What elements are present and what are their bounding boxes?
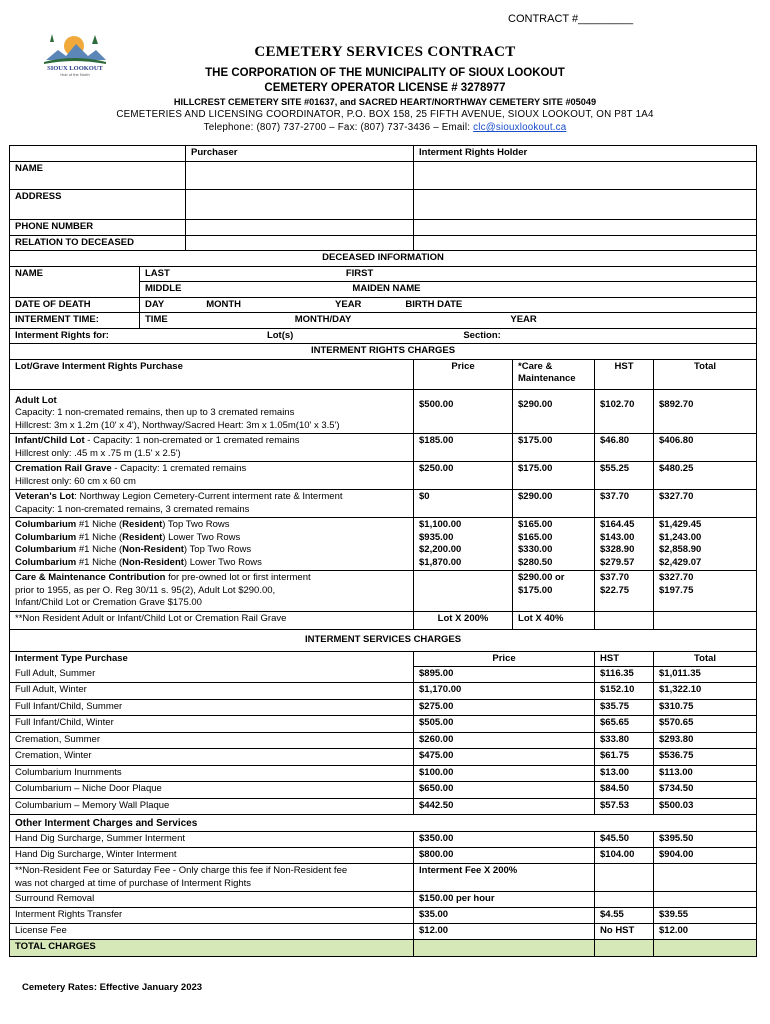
contact-line <box>0 122 770 133</box>
service-row-name: Cremation, Winter <box>10 748 414 765</box>
purchaser-address-field[interactable] <box>186 190 414 220</box>
tail-row-name: Interment Rights Transfer <box>10 908 414 924</box>
contract-number: CONTRACT #_________ <box>508 13 634 25</box>
infant-lot-row <box>10 434 414 462</box>
service-row-price: $505.00 <box>414 715 595 732</box>
rights-col-total: Total <box>654 359 757 389</box>
rights-col-price: Price <box>414 359 513 389</box>
service-row-name: Cremation, Summer <box>10 732 414 748</box>
cemetery-sites: HILLCREST CEMETERY SITE #01637, and SACRED HEART/NORTHWAY CEMETERY SITE #05049 <box>173 97 597 107</box>
operator-license: CEMETERY OPERATOR LICENSE # 3278977 <box>264 82 506 94</box>
birth-date-label: BIRTH DATE <box>405 298 463 310</box>
service-row-total: $293.80 <box>654 732 757 748</box>
adult-lot-care: $290.00 <box>513 389 595 434</box>
other-row-total: $395.50 <box>654 832 757 848</box>
tail-row-price: $150.00 per hour <box>414 892 595 908</box>
non-resident-fee-row: **Non-Resident Fee or Saturday Fee - Only charge this fee if Non-Resident fee was not charged at time of purchase of Interment Rights <box>10 864 414 892</box>
relation-label: RELATION TO DECEASED <box>10 235 186 251</box>
services-col-hst: HST <box>595 651 654 667</box>
tail-row-hst: No HST <box>595 924 654 940</box>
cremation-rail-desc2: Hillcrest only: 60 cm x 60 cm <box>15 475 136 487</box>
holder-relation-field[interactable] <box>414 235 757 251</box>
services-col-price: Price <box>414 651 595 667</box>
non-resident-lot-label: **Non Resident Adult or Infant/Child Lot or Cremation Rail Grave <box>10 611 414 629</box>
service-row-price: $1,170.00 <box>414 682 595 699</box>
maiden-label: MAIDEN NAME <box>352 283 421 294</box>
section-label: Section: <box>463 329 501 341</box>
total-charges-total[interactable] <box>654 940 757 957</box>
service-row-price: $275.00 <box>414 699 595 715</box>
non-resident-fee-hst <box>595 864 654 892</box>
rights-charges-heading: INTERMENT RIGHTS CHARGES <box>10 344 757 360</box>
interment-time-field[interactable] <box>140 313 757 329</box>
interment-time-label: INTERMENT TIME: <box>10 313 140 329</box>
adult-lot-price: $500.00 <box>414 389 513 434</box>
last-label: LAST <box>145 267 170 279</box>
veteran-lot-total: $327.70 <box>654 490 757 518</box>
other-row-total: $904.00 <box>654 848 757 864</box>
infant-lot-total: $406.80 <box>654 434 757 462</box>
other-row-hst: $104.00 <box>595 848 654 864</box>
tail-row-price: $12.00 <box>414 924 595 940</box>
logo-subtext: Hub of the North <box>60 72 90 77</box>
service-row-name: Full Adult, Summer <box>10 667 414 683</box>
services-col-total: Total <box>654 651 757 667</box>
service-row-name: Columbarium Inurnments <box>10 765 414 781</box>
service-row-hst: $61.75 <box>595 748 654 765</box>
infant-lot-hst: $46.80 <box>595 434 654 462</box>
other-row-name: Hand Dig Surcharge, Summer Interment <box>10 832 414 848</box>
columbarium-rows <box>10 518 414 571</box>
service-row-hst: $57.53 <box>595 798 654 814</box>
adult-lot-hst: $102.70 <box>595 389 654 434</box>
columbarium-line: Columbarium #1 Niche (Resident) Lower Two Rows <box>15 531 241 543</box>
service-row-total: $734.50 <box>654 781 757 798</box>
purchaser-relation-field[interactable] <box>186 235 414 251</box>
columbarium-line: Columbarium #1 Niche (Resident) Top Two Rows <box>15 519 230 530</box>
non-resident-lot-care: Lot X 40% <box>513 611 595 629</box>
other-charges-heading: Other Interment Charges and Services <box>10 814 757 832</box>
service-row-price: $475.00 <box>414 748 595 765</box>
coordinator-address: CEMETERIES AND LICENSING COORDINATOR, P.O. BOX 158, 25 FIFTH AVENUE, SIOUX LOOKOUT, ON P8T 1A4 <box>116 109 654 120</box>
other-row-name: Hand Dig Surcharge, Winter Interment <box>10 848 414 864</box>
adult-lot-total: $892.70 <box>654 389 757 434</box>
service-row-total: $500.03 <box>654 798 757 814</box>
service-row-total: $1,322.10 <box>654 682 757 699</box>
first-label: FIRST <box>345 267 374 279</box>
service-row-name: Full Infant/Child, Summer <box>10 699 414 715</box>
cremation-rail-name: Cremation Rail Grave <box>15 463 112 474</box>
month-day-label: MONTH/DAY <box>294 314 352 325</box>
tail-row-total <box>654 892 757 908</box>
service-row-hst: $152.10 <box>595 682 654 699</box>
holder-heading: Interment Rights Holder <box>414 146 757 162</box>
corporation-name: THE CORPORATION OF THE MUNICIPALITY OF SIOUX LOOKOUT <box>205 67 565 79</box>
last-first-field[interactable] <box>140 266 757 282</box>
purchaser-heading: Purchaser <box>186 146 414 162</box>
date-of-death-label: DATE OF DEATH <box>10 297 140 313</box>
effective-date-footer: Cemetery Rates: Effective January 2023 <box>22 982 203 993</box>
care-contribution-row: Care & Maintenance Contribution for pre-owned lot or first interment prior to 1955, as per O. Reg 30/11 s. 95(2), Adult Lot $290.00, Infant/Child Lot or Cremation Grave $175.00 <box>10 571 414 612</box>
document-title: CEMETERY SERVICES CONTRACT <box>254 44 516 60</box>
holder-phone-field[interactable] <box>414 220 757 236</box>
total-charges-hst[interactable] <box>595 940 654 957</box>
telephone-fax: Telephone: (807) 737-2700 – Fax: (807) 737-3436 – Email: <box>203 122 474 133</box>
adult-lot-name: Adult Lot <box>15 394 57 406</box>
purchaser-name-field[interactable] <box>186 162 414 190</box>
non-resident-fee-total <box>654 864 757 892</box>
service-row-hst: $35.75 <box>595 699 654 715</box>
veteran-lot-price: $0 <box>414 490 513 518</box>
day-label: DAY <box>145 298 165 310</box>
rights-for-row[interactable] <box>10 328 757 344</box>
tail-row-total: $12.00 <box>654 924 757 940</box>
service-row-price: $650.00 <box>414 781 595 798</box>
columbarium-line: Columbarium #1 Niche (Non-Resident) Top Two Rows <box>15 544 252 555</box>
columbarium-care: $165.00 $165.00 $330.00 $280.50 <box>513 518 595 571</box>
columbarium-total: $1,429.45 $1,243.00 $2,858.90 $2,429.07 <box>654 518 757 571</box>
service-row-total: $310.75 <box>654 699 757 715</box>
service-row-total: $113.00 <box>654 765 757 781</box>
email-link[interactable]: clc@siouxlookout.ca <box>473 122 567 133</box>
non-resident-fee-price: Interment Fee X 200% <box>414 864 595 892</box>
columbarium-hst: $164.45 $143.00 $328.90 $279.57 <box>595 518 654 571</box>
columbarium-line: Columbarium #1 Niche (Non-Resident) Lower Two Rows <box>15 556 262 568</box>
infant-lot-name: Infant/Child Lot <box>15 435 85 446</box>
adult-lot-row <box>10 389 414 434</box>
infant-lot-desc: - Capacity: 1 non-cremated or 1 cremated remains <box>84 435 300 446</box>
service-row-total: $570.65 <box>654 715 757 732</box>
rights-col-item: Lot/Grave Interment Rights Purchase <box>10 359 414 389</box>
services-heading: INTERMENT SERVICES CHARGES <box>10 629 757 651</box>
veteran-lot-desc: : Northway Legion Cemetery-Current interment rate & Interment <box>74 491 343 502</box>
holder-address-field[interactable] <box>414 190 757 220</box>
veteran-lot-desc2: Capacity: 1 non-cremated remains, 3 cremated remains <box>15 503 250 515</box>
service-row-hst: $116.35 <box>595 667 654 683</box>
care-contribution-care: $290.00 or $175.00 <box>513 571 595 612</box>
care-contribution-hst: $37.70 $22.75 <box>595 571 654 612</box>
tail-row-hst <box>595 892 654 908</box>
tail-row-hst: $4.55 <box>595 908 654 924</box>
rights-col-hst: HST <box>595 359 654 389</box>
service-row-name: Full Adult, Winter <box>10 682 414 699</box>
contract-form <box>9 145 757 957</box>
deceased-name-label: NAME <box>10 266 140 297</box>
service-row-hst: $13.00 <box>595 765 654 781</box>
adult-lot-desc2: Hillcrest: 3m x 1.2m (10' x 4'), Northway/Sacred Heart: 3m x 1.05m(10' x 3.5') <box>15 419 340 431</box>
service-row-name: Full Infant/Child, Winter <box>10 715 414 732</box>
services-col-item: Interment Type Purchase <box>10 651 414 667</box>
care-contribution-price <box>414 571 513 612</box>
lots-label: Lot(s) <box>266 329 294 341</box>
service-row-total: $1,011.35 <box>654 667 757 683</box>
columbarium-prices: $1,100.00 $935.00 $2,200.00 $1,870.00 <box>414 518 513 571</box>
middle-label: MIDDLE <box>145 283 182 294</box>
non-resident-lot-hst <box>595 611 654 629</box>
deceased-heading: DECEASED INFORMATION <box>10 251 757 267</box>
tail-row-price: $35.00 <box>414 908 595 924</box>
total-charges-label: TOTAL CHARGES <box>10 940 414 957</box>
year-label: YEAR <box>335 298 362 310</box>
service-row-hst: $65.65 <box>595 715 654 732</box>
non-resident-lot-total <box>654 611 757 629</box>
tail-row-name: Surround Removal <box>10 892 414 908</box>
cremation-rail-desc: - Capacity: 1 cremated remains <box>111 463 247 474</box>
service-row-price: $100.00 <box>414 765 595 781</box>
rights-for-label: Interment Rights for: <box>15 329 109 341</box>
service-row-price: $895.00 <box>414 667 595 683</box>
care-contribution-name: Care & Maintenance Contribution <box>15 572 166 583</box>
adult-lot-desc: Capacity: 1 non-cremated remains, then up to 3 cremated remains <box>15 407 295 418</box>
other-row-hst: $45.50 <box>595 832 654 848</box>
service-row-hst: $33.80 <box>595 732 654 748</box>
non-resident-lot-price: Lot X 200% <box>414 611 513 629</box>
death-date-field[interactable] <box>140 297 757 313</box>
cremation-rail-total: $480.25 <box>654 462 757 490</box>
other-row-price: $800.00 <box>414 848 595 864</box>
service-row-hst: $84.50 <box>595 781 654 798</box>
parties-corner <box>10 146 186 162</box>
month-label: MONTH <box>206 298 242 310</box>
purchaser-phone-field[interactable] <box>186 220 414 236</box>
cremation-rail-care: $175.00 <box>513 462 595 490</box>
name-label: NAME <box>10 162 186 190</box>
veteran-lot-care: $290.00 <box>513 490 595 518</box>
holder-name-field[interactable] <box>414 162 757 190</box>
care-contribution-total: $327.70 $197.75 <box>654 571 757 612</box>
service-row-price: $442.50 <box>414 798 595 814</box>
cremation-rail-row <box>10 462 414 490</box>
time-label: TIME <box>145 314 168 325</box>
cremation-rail-price: $250.00 <box>414 462 513 490</box>
service-row-price: $260.00 <box>414 732 595 748</box>
infant-lot-desc2: Hillcrest only: .45 m x .75 m (1.5' x 2.5') <box>15 447 181 459</box>
other-row-price: $350.00 <box>414 832 595 848</box>
service-row-name: Columbarium – Memory Wall Plaque <box>10 798 414 814</box>
service-row-total: $536.75 <box>654 748 757 765</box>
infant-lot-care: $175.00 <box>513 434 595 462</box>
tail-row-total: $39.55 <box>654 908 757 924</box>
veteran-lot-row <box>10 490 414 518</box>
tail-row-name: License Fee <box>10 924 414 940</box>
rights-col-care: *Care & Maintenance <box>513 359 595 389</box>
address-label: ADDRESS <box>10 190 186 220</box>
logo-text: SIOUX LOOKOUT <box>47 65 103 72</box>
middle-maiden-field[interactable] <box>140 282 757 298</box>
veteran-lot-hst: $37.70 <box>595 490 654 518</box>
service-row-name: Columbarium – Niche Door Plaque <box>10 781 414 798</box>
veteran-lot-name: Veteran's Lot <box>15 491 75 502</box>
year2-label: YEAR <box>510 314 537 325</box>
infant-lot-price: $185.00 <box>414 434 513 462</box>
total-charges-price[interactable] <box>414 940 595 957</box>
cremation-rail-hst: $55.25 <box>595 462 654 490</box>
phone-label: PHONE NUMBER <box>10 220 186 236</box>
